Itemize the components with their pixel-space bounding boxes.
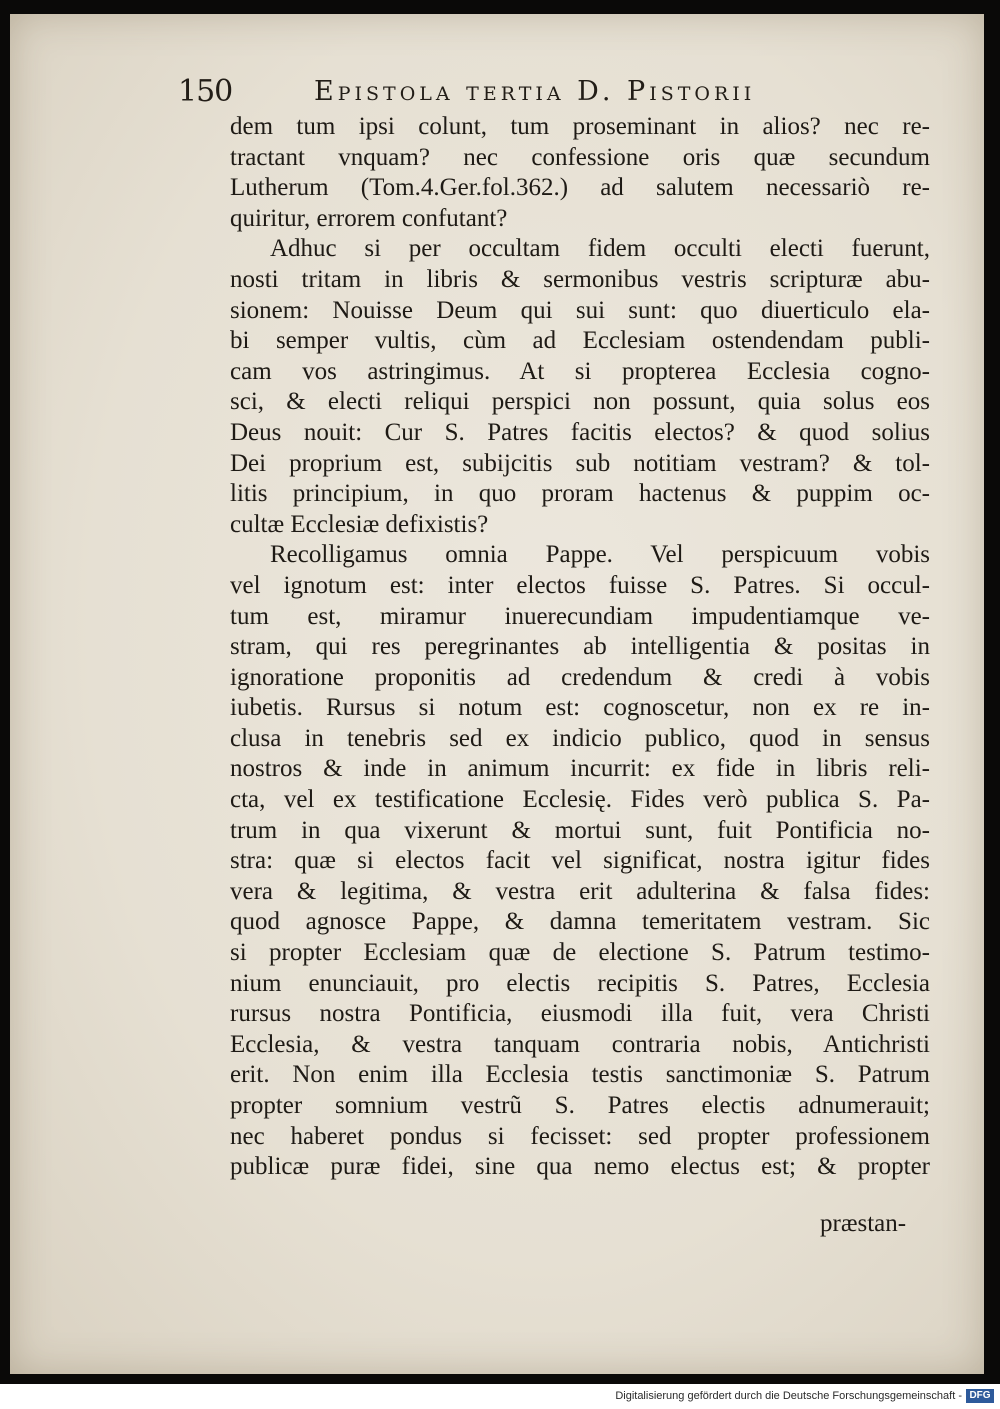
text-line: Dei proprium est, subijcitis sub notitiam vestram? & tol- [230, 449, 930, 477]
text-line: bi semper vultis, cùm ad Ecclesiam ostendendam publi- [230, 327, 930, 355]
text-line: sionem: Nouisse Deum qui sui sunt: quo diuerticulo ela- [230, 296, 930, 324]
text-line: Recolligamus omnia Pappe. Vel perspicuum vobis [270, 541, 930, 569]
text-line: nosti tritam in libris & sermonibus vestris scripturæ abu- [230, 265, 930, 293]
text-line: trum in qua vixerunt & mortui sunt, fuit Pontificia no- [230, 816, 930, 844]
text-line: Lutherum (Tom.4.Ger.fol.362.) ad salutem necessariò re- [230, 174, 930, 202]
text-line: nec haberet pondus si fecisset: sed propter professionem [230, 1122, 930, 1150]
funding-credit: Digitalisierung gefördert durch die Deutsche Forschungsgemeinschaft - [615, 1390, 962, 1402]
text-line: quiritur, errorem confutant? [230, 204, 508, 232]
text-line: Ecclesia, & vestra tanquam contraria nobis, Antichristi [230, 1030, 930, 1058]
text-line: tractant vnquam? nec confessione oris quæ secundum [230, 143, 930, 171]
text-line: stra: quæ si electos facit vel significat, nostra igitur fides [230, 847, 930, 875]
text-line: dem tum ipsi colunt, tum proseminant in alios? nec re- [230, 113, 930, 140]
text-line: nium enunciauit, pro electis recipitis S. Patres, Ecclesia [230, 969, 930, 997]
text-line: cta, vel ex testificatione Ecclesię. Fides verò publica S. Pa- [230, 786, 930, 814]
page-number: 150 [178, 74, 233, 109]
text-line: Adhuc si per occultam fidem occulti electi fuerunt, [270, 235, 930, 263]
running-head-title: Epistola tertia D. Pistorii [314, 76, 756, 107]
text-line: tum est, miramur inuerecundiam impudentiamque ve- [230, 602, 930, 630]
footer-bar [0, 1384, 1000, 1409]
text-line: rursus nostra Pontificia, eiusmodi illa fuit, vera Christi [230, 1000, 930, 1028]
text-line: cam vos astringimus. At si propterea Ecclesia cogno- [230, 357, 930, 385]
text-line: Deus nouit: Cur S. Patres facitis electos? & quod solius [230, 418, 930, 446]
text-line: ignoratione proponitis ad credendum & credi à vobis [230, 663, 930, 691]
text-line: litis principium, in quo proram hactenus & puppim oc- [230, 480, 930, 508]
text-line: clusa in tenebris sed ex indicio publico, quod in sensus [230, 724, 930, 752]
text-line: vera & legitima, & vestra erit adulterina & falsa fides: [230, 877, 930, 905]
text-line: quod agnosce Pappe, & damna temeritatem vestram. Sic [230, 908, 930, 936]
text-line: propter somnium vestrũ S. Patres electis adnumerauit; [230, 1092, 930, 1119]
text-line: cultæ Ecclesiæ defixistis? [230, 510, 489, 538]
text-line: erit. Non enim illa Ecclesia testis sanctimoniæ S. Patrum [230, 1061, 930, 1089]
body-text [230, 112, 930, 1183]
text-line: sci, & electi reliqui perspici non possunt, quia solus eos [230, 388, 930, 416]
text-line: iubetis. Rursus si notum est: cognoscetur, non ex re in- [230, 694, 930, 722]
catchword: præstan- [820, 1210, 907, 1237]
text-line: si propter Ecclesiam quæ de electione S. Patrum testimo- [230, 939, 930, 967]
text-line: stram, qui res peregrinantes ab intelligentia & positas in [230, 633, 930, 661]
dfg-logo-icon: DFG [966, 1389, 994, 1403]
text-line: nostros & inde in animum incurrit: ex fide in libris reli- [230, 755, 930, 783]
text-line: publicæ puræ fidei, sine qua nemo electus est; & propter [230, 1153, 930, 1181]
text-line: vel ignotum est: inter electos fuisse S. Patres. Si occul- [230, 571, 930, 599]
